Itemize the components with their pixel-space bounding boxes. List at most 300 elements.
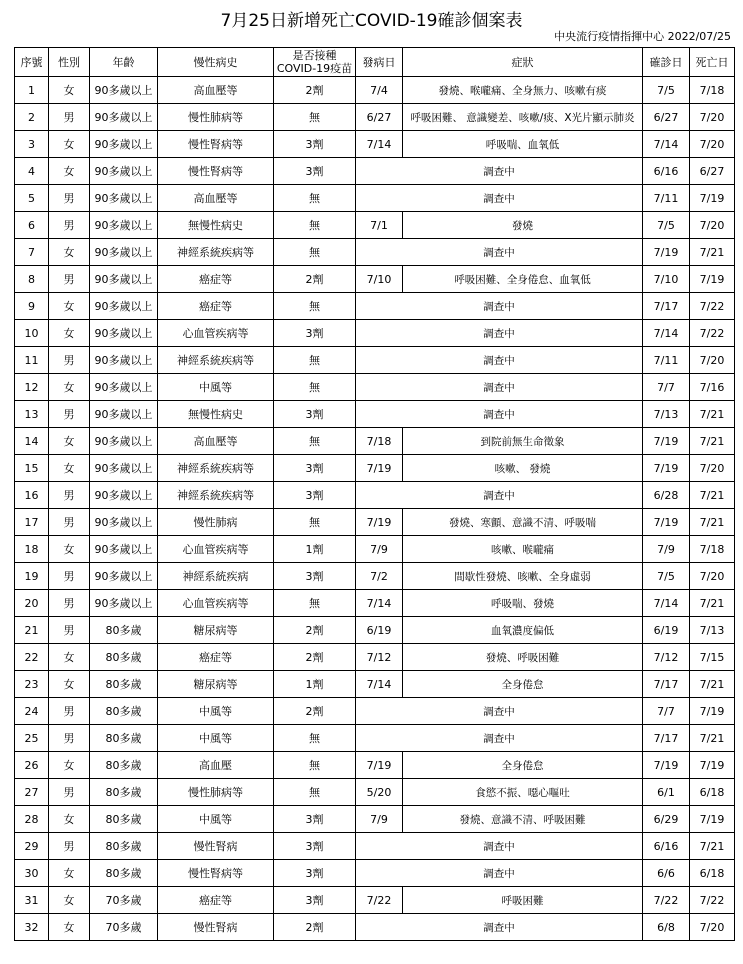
cell-symptoms: 調查中 [356, 239, 643, 266]
cell-confirmed: 6/28 [643, 482, 690, 509]
cell-age: 80多歲 [90, 833, 158, 860]
cell-age: 90多歲以上 [90, 536, 158, 563]
table-row [15, 914, 735, 941]
cell-chronic: 糖尿病等 [158, 671, 274, 698]
cell-no: 3 [15, 131, 49, 158]
table-row [15, 536, 735, 563]
table-row [15, 833, 735, 860]
cell-death: 7/21 [690, 671, 735, 698]
cell-sex: 女 [49, 806, 90, 833]
cell-confirmed: 7/17 [643, 725, 690, 752]
cell-vaccine: 3劑 [274, 860, 356, 887]
cell-vaccine: 3劑 [274, 833, 356, 860]
cell-vaccine: 3劑 [274, 887, 356, 914]
cell-sex: 女 [49, 293, 90, 320]
cell-chronic: 中風等 [158, 725, 274, 752]
table-row [15, 509, 735, 536]
cell-symptoms: 食慾不振、噁心嘔吐 [403, 779, 643, 806]
table-row [15, 239, 735, 266]
cell-symptoms: 調查中 [356, 482, 643, 509]
cell-symptoms: 呼吸困難、全身倦怠、血氧低 [403, 266, 643, 293]
cell-sex: 女 [49, 671, 90, 698]
cell-vaccine: 無 [274, 590, 356, 617]
cell-vaccine: 無 [274, 293, 356, 320]
table-row [15, 779, 735, 806]
cell-confirmed: 7/14 [643, 590, 690, 617]
cell-symptoms: 呼吸喘、血氧低 [403, 131, 643, 158]
header-onset: 發病日 [356, 48, 403, 77]
cell-symptoms: 呼吸喘、發燒 [403, 590, 643, 617]
table-row [15, 104, 735, 131]
cell-onset: 7/2 [356, 563, 403, 590]
cell-vaccine: 3劑 [274, 482, 356, 509]
table-row [15, 455, 735, 482]
cell-symptoms: 咳嗽、 發燒 [403, 455, 643, 482]
cell-no: 10 [15, 320, 49, 347]
cell-vaccine: 3劑 [274, 563, 356, 590]
cell-confirmed: 7/13 [643, 401, 690, 428]
cell-age: 80多歲 [90, 617, 158, 644]
header-confirmed: 確診日 [643, 48, 690, 77]
cell-symptoms: 間歇性發燒、咳嗽、全身虛弱 [403, 563, 643, 590]
cell-symptoms: 調查中 [356, 725, 643, 752]
cell-age: 90多歲以上 [90, 185, 158, 212]
table-row [15, 266, 735, 293]
table-row [15, 77, 735, 104]
cell-no: 13 [15, 401, 49, 428]
cell-sex: 女 [49, 914, 90, 941]
cell-sex: 男 [49, 185, 90, 212]
table-row [15, 320, 735, 347]
cell-symptoms: 調查中 [356, 347, 643, 374]
cell-confirmed: 6/16 [643, 833, 690, 860]
cell-onset: 6/27 [356, 104, 403, 131]
cell-chronic: 高血壓 [158, 752, 274, 779]
cell-death: 6/18 [690, 779, 735, 806]
cell-death: 6/27 [690, 158, 735, 185]
cell-no: 2 [15, 104, 49, 131]
cell-symptoms: 發燒、喉嚨痛、全身無力、咳嗽有痰 [403, 77, 643, 104]
cell-death: 7/21 [690, 590, 735, 617]
cell-age: 90多歲以上 [90, 509, 158, 536]
cell-no: 16 [15, 482, 49, 509]
cell-onset: 7/4 [356, 77, 403, 104]
cell-age: 90多歲以上 [90, 455, 158, 482]
cell-chronic: 神經系統疾病等 [158, 347, 274, 374]
cell-chronic: 神經系統疾病等 [158, 239, 274, 266]
cell-death: 7/21 [690, 428, 735, 455]
cell-death: 7/18 [690, 77, 735, 104]
cell-death: 7/22 [690, 887, 735, 914]
cell-sex: 女 [49, 644, 90, 671]
cell-confirmed: 7/19 [643, 455, 690, 482]
cell-sex: 女 [49, 752, 90, 779]
cell-death: 7/20 [690, 455, 735, 482]
cell-death: 7/21 [690, 833, 735, 860]
cell-vaccine: 3劑 [274, 455, 356, 482]
cell-no: 5 [15, 185, 49, 212]
cell-confirmed: 7/19 [643, 428, 690, 455]
cell-age: 90多歲以上 [90, 239, 158, 266]
cell-onset: 7/1 [356, 212, 403, 239]
cell-sex: 男 [49, 725, 90, 752]
cell-no: 12 [15, 374, 49, 401]
cell-age: 90多歲以上 [90, 77, 158, 104]
cell-age: 90多歲以上 [90, 563, 158, 590]
cell-symptoms: 調查中 [356, 860, 643, 887]
header-vaccine-line2: COVID-19疫苗 [276, 62, 353, 75]
header-row [15, 48, 735, 77]
cell-no: 9 [15, 293, 49, 320]
table-row [15, 671, 735, 698]
cell-onset: 7/19 [356, 509, 403, 536]
cell-no: 17 [15, 509, 49, 536]
cell-confirmed: 6/29 [643, 806, 690, 833]
cell-age: 70多歲 [90, 887, 158, 914]
cell-chronic: 癌症等 [158, 293, 274, 320]
cell-sex: 男 [49, 779, 90, 806]
cell-sex: 女 [49, 158, 90, 185]
cell-confirmed: 6/1 [643, 779, 690, 806]
cell-sex: 女 [49, 131, 90, 158]
page-title: 7月25日新增死亡COVID-19確診個案表 [220, 11, 523, 31]
cell-vaccine: 無 [274, 725, 356, 752]
cell-age: 90多歲以上 [90, 374, 158, 401]
cell-age: 90多歲以上 [90, 590, 158, 617]
cell-no: 30 [15, 860, 49, 887]
cell-chronic: 中風等 [158, 698, 274, 725]
cell-age: 80多歲 [90, 698, 158, 725]
cell-sex: 女 [49, 455, 90, 482]
cell-sex: 女 [49, 860, 90, 887]
cell-confirmed: 7/12 [643, 644, 690, 671]
cell-chronic: 癌症等 [158, 266, 274, 293]
cell-onset: 7/12 [356, 644, 403, 671]
cell-sex: 男 [49, 212, 90, 239]
cell-symptoms: 調查中 [356, 185, 643, 212]
cell-vaccine: 無 [274, 752, 356, 779]
header-vaccine [274, 48, 356, 77]
cell-symptoms: 調查中 [356, 698, 643, 725]
cell-chronic: 癌症等 [158, 887, 274, 914]
cell-death: 7/15 [690, 644, 735, 671]
header-vaccine-line1: 是否接種 [292, 49, 337, 62]
cell-vaccine: 2劑 [274, 617, 356, 644]
cell-no: 19 [15, 563, 49, 590]
cell-no: 8 [15, 266, 49, 293]
table-body [15, 77, 735, 941]
cell-no: 18 [15, 536, 49, 563]
cell-age: 80多歲 [90, 806, 158, 833]
cell-chronic: 無慢性病史 [158, 401, 274, 428]
cell-death: 7/19 [690, 752, 735, 779]
cell-confirmed: 7/5 [643, 212, 690, 239]
cell-death: 7/20 [690, 212, 735, 239]
cell-vaccine: 無 [274, 779, 356, 806]
cell-chronic: 心血管疾病等 [158, 320, 274, 347]
cell-confirmed: 7/10 [643, 266, 690, 293]
cell-age: 90多歲以上 [90, 320, 158, 347]
cell-age: 80多歲 [90, 752, 158, 779]
cell-confirmed: 7/9 [643, 536, 690, 563]
cell-chronic: 無慢性病史 [158, 212, 274, 239]
cell-sex: 男 [49, 347, 90, 374]
cell-onset: 7/19 [356, 455, 403, 482]
cell-no: 29 [15, 833, 49, 860]
cell-age: 90多歲以上 [90, 347, 158, 374]
cell-confirmed: 6/27 [643, 104, 690, 131]
table-row [15, 752, 735, 779]
cell-death: 7/13 [690, 617, 735, 644]
cell-confirmed: 7/5 [643, 563, 690, 590]
cell-symptoms: 全身倦怠 [403, 671, 643, 698]
cases-table [14, 47, 735, 941]
cell-confirmed: 6/8 [643, 914, 690, 941]
cell-vaccine: 3劑 [274, 806, 356, 833]
cell-onset: 5/20 [356, 779, 403, 806]
cell-onset: 7/22 [356, 887, 403, 914]
cell-sex: 男 [49, 833, 90, 860]
cell-age: 80多歲 [90, 644, 158, 671]
table-row [15, 617, 735, 644]
cell-death: 7/21 [690, 482, 735, 509]
table-row [15, 293, 735, 320]
cell-vaccine: 2劑 [274, 644, 356, 671]
cell-sex: 男 [49, 401, 90, 428]
cell-confirmed: 7/14 [643, 320, 690, 347]
table-row [15, 644, 735, 671]
cell-no: 1 [15, 77, 49, 104]
cell-confirmed: 6/16 [643, 158, 690, 185]
cell-vaccine: 1劑 [274, 536, 356, 563]
cell-confirmed: 6/19 [643, 617, 690, 644]
cell-no: 22 [15, 644, 49, 671]
cell-vaccine: 3劑 [274, 158, 356, 185]
cell-no: 28 [15, 806, 49, 833]
cell-onset: 7/9 [356, 806, 403, 833]
cell-chronic: 神經系統疾病 [158, 563, 274, 590]
table-row [15, 860, 735, 887]
cell-vaccine: 無 [274, 185, 356, 212]
cell-no: 14 [15, 428, 49, 455]
cell-sex: 男 [49, 617, 90, 644]
cell-chronic: 高血壓等 [158, 428, 274, 455]
cell-no: 6 [15, 212, 49, 239]
cell-death: 7/20 [690, 347, 735, 374]
cell-sex: 男 [49, 590, 90, 617]
cell-confirmed: 7/17 [643, 671, 690, 698]
cell-no: 15 [15, 455, 49, 482]
cell-symptoms: 調查中 [356, 320, 643, 347]
header-sex: 性別 [49, 48, 90, 77]
cell-confirmed: 7/22 [643, 887, 690, 914]
cell-age: 90多歲以上 [90, 482, 158, 509]
cell-no: 4 [15, 158, 49, 185]
cell-vaccine: 無 [274, 374, 356, 401]
cell-sex: 女 [49, 239, 90, 266]
cell-onset: 6/19 [356, 617, 403, 644]
cell-sex: 女 [49, 77, 90, 104]
cell-death: 7/21 [690, 401, 735, 428]
header-no: 序號 [15, 48, 49, 77]
cell-onset: 7/14 [356, 590, 403, 617]
cell-death: 7/20 [690, 104, 735, 131]
table-row [15, 482, 735, 509]
cell-onset: 7/14 [356, 131, 403, 158]
cell-confirmed: 7/11 [643, 185, 690, 212]
cell-chronic: 高血壓等 [158, 77, 274, 104]
cell-chronic: 慢性腎病等 [158, 158, 274, 185]
cell-symptoms: 呼吸困難、 意識變差、咳嗽/痰、X光片顯示肺炎 [403, 104, 643, 131]
cell-symptoms: 調查中 [356, 401, 643, 428]
cell-vaccine: 無 [274, 239, 356, 266]
cell-vaccine: 2劑 [274, 266, 356, 293]
cell-age: 90多歲以上 [90, 401, 158, 428]
cell-onset: 7/9 [356, 536, 403, 563]
cell-age: 90多歲以上 [90, 158, 158, 185]
cell-symptoms: 調查中 [356, 374, 643, 401]
cell-vaccine: 無 [274, 104, 356, 131]
cell-age: 80多歲 [90, 725, 158, 752]
cell-death: 7/16 [690, 374, 735, 401]
cell-chronic: 癌症等 [158, 644, 274, 671]
cell-no: 21 [15, 617, 49, 644]
cell-onset: 7/18 [356, 428, 403, 455]
cell-sex: 女 [49, 536, 90, 563]
header-death: 死亡日 [690, 48, 735, 77]
table-row [15, 887, 735, 914]
cell-symptoms: 調查中 [356, 833, 643, 860]
cell-symptoms: 發燒、寒顫、意識不清、呼吸喘 [403, 509, 643, 536]
cell-death: 7/19 [690, 698, 735, 725]
cell-confirmed: 7/11 [643, 347, 690, 374]
cell-vaccine: 3劑 [274, 131, 356, 158]
table-row [15, 212, 735, 239]
cell-sex: 女 [49, 428, 90, 455]
cell-age: 70多歲 [90, 914, 158, 941]
cell-confirmed: 7/14 [643, 131, 690, 158]
cell-vaccine: 無 [274, 212, 356, 239]
cell-chronic: 慢性肺病 [158, 509, 274, 536]
cell-death: 7/18 [690, 536, 735, 563]
table-row [15, 158, 735, 185]
table-row [15, 347, 735, 374]
cell-symptoms: 發燒、呼吸困難 [403, 644, 643, 671]
cell-vaccine: 3劑 [274, 401, 356, 428]
cell-age: 90多歲以上 [90, 131, 158, 158]
table-row [15, 374, 735, 401]
cell-no: 31 [15, 887, 49, 914]
cell-age: 90多歲以上 [90, 104, 158, 131]
cell-chronic: 慢性腎病 [158, 914, 274, 941]
cell-sex: 男 [49, 482, 90, 509]
cell-symptoms: 調查中 [356, 158, 643, 185]
header-age: 年齡 [90, 48, 158, 77]
cell-age: 90多歲以上 [90, 428, 158, 455]
cell-death: 7/22 [690, 320, 735, 347]
cell-chronic: 慢性肺病等 [158, 779, 274, 806]
table-row [15, 185, 735, 212]
cell-confirmed: 7/17 [643, 293, 690, 320]
source-line: 中央流行疫情指揮中心 2022/07/25 [554, 30, 731, 43]
cell-no: 26 [15, 752, 49, 779]
cell-onset: 7/19 [356, 752, 403, 779]
cell-death: 6/18 [690, 860, 735, 887]
cell-sex: 女 [49, 320, 90, 347]
cell-confirmed: 7/7 [643, 374, 690, 401]
cell-chronic: 中風等 [158, 374, 274, 401]
cell-sex: 女 [49, 374, 90, 401]
cell-chronic: 慢性腎病等 [158, 131, 274, 158]
cell-confirmed: 7/7 [643, 698, 690, 725]
cell-sex: 男 [49, 104, 90, 131]
cell-no: 25 [15, 725, 49, 752]
cell-sex: 男 [49, 563, 90, 590]
cell-symptoms: 調查中 [356, 293, 643, 320]
cell-no: 20 [15, 590, 49, 617]
table-row [15, 698, 735, 725]
cell-vaccine: 1劑 [274, 671, 356, 698]
cell-vaccine: 2劑 [274, 914, 356, 941]
cell-age: 90多歲以上 [90, 293, 158, 320]
cell-chronic: 神經系統疾病等 [158, 455, 274, 482]
table-row [15, 590, 735, 617]
cell-vaccine: 無 [274, 347, 356, 374]
cell-death: 7/21 [690, 509, 735, 536]
cell-chronic: 神經系統疾病等 [158, 482, 274, 509]
cell-chronic: 糖尿病等 [158, 617, 274, 644]
table-row [15, 806, 735, 833]
cell-death: 7/19 [690, 185, 735, 212]
cell-death: 7/20 [690, 563, 735, 590]
cell-death: 7/22 [690, 293, 735, 320]
cell-death: 7/20 [690, 131, 735, 158]
cell-age: 90多歲以上 [90, 212, 158, 239]
cell-confirmed: 7/19 [643, 239, 690, 266]
cell-vaccine: 無 [274, 428, 356, 455]
cell-no: 11 [15, 347, 49, 374]
cell-sex: 女 [49, 887, 90, 914]
cell-no: 23 [15, 671, 49, 698]
cell-confirmed: 7/19 [643, 509, 690, 536]
cell-confirmed: 7/5 [643, 77, 690, 104]
cell-chronic: 高血壓等 [158, 185, 274, 212]
cell-chronic: 心血管疾病等 [158, 590, 274, 617]
cell-onset: 7/14 [356, 671, 403, 698]
cell-symptoms: 全身倦怠 [403, 752, 643, 779]
cell-chronic: 慢性肺病等 [158, 104, 274, 131]
cell-no: 32 [15, 914, 49, 941]
cell-vaccine: 2劑 [274, 698, 356, 725]
cell-age: 80多歲 [90, 779, 158, 806]
table-row [15, 131, 735, 158]
cell-onset: 7/10 [356, 266, 403, 293]
cell-symptoms: 調查中 [356, 914, 643, 941]
header-symptoms: 症狀 [403, 48, 643, 77]
cell-vaccine: 無 [274, 509, 356, 536]
header-chronic: 慢性病史 [158, 48, 274, 77]
cell-confirmed: 7/19 [643, 752, 690, 779]
cell-symptoms: 呼吸困難 [403, 887, 643, 914]
cell-confirmed: 6/6 [643, 860, 690, 887]
cell-symptoms: 到院前無生命徵象 [403, 428, 643, 455]
cell-symptoms: 發燒 [403, 212, 643, 239]
cell-chronic: 慢性腎病 [158, 833, 274, 860]
cell-sex: 男 [49, 698, 90, 725]
table-row [15, 725, 735, 752]
cell-age: 80多歲 [90, 671, 158, 698]
cell-death: 7/20 [690, 914, 735, 941]
